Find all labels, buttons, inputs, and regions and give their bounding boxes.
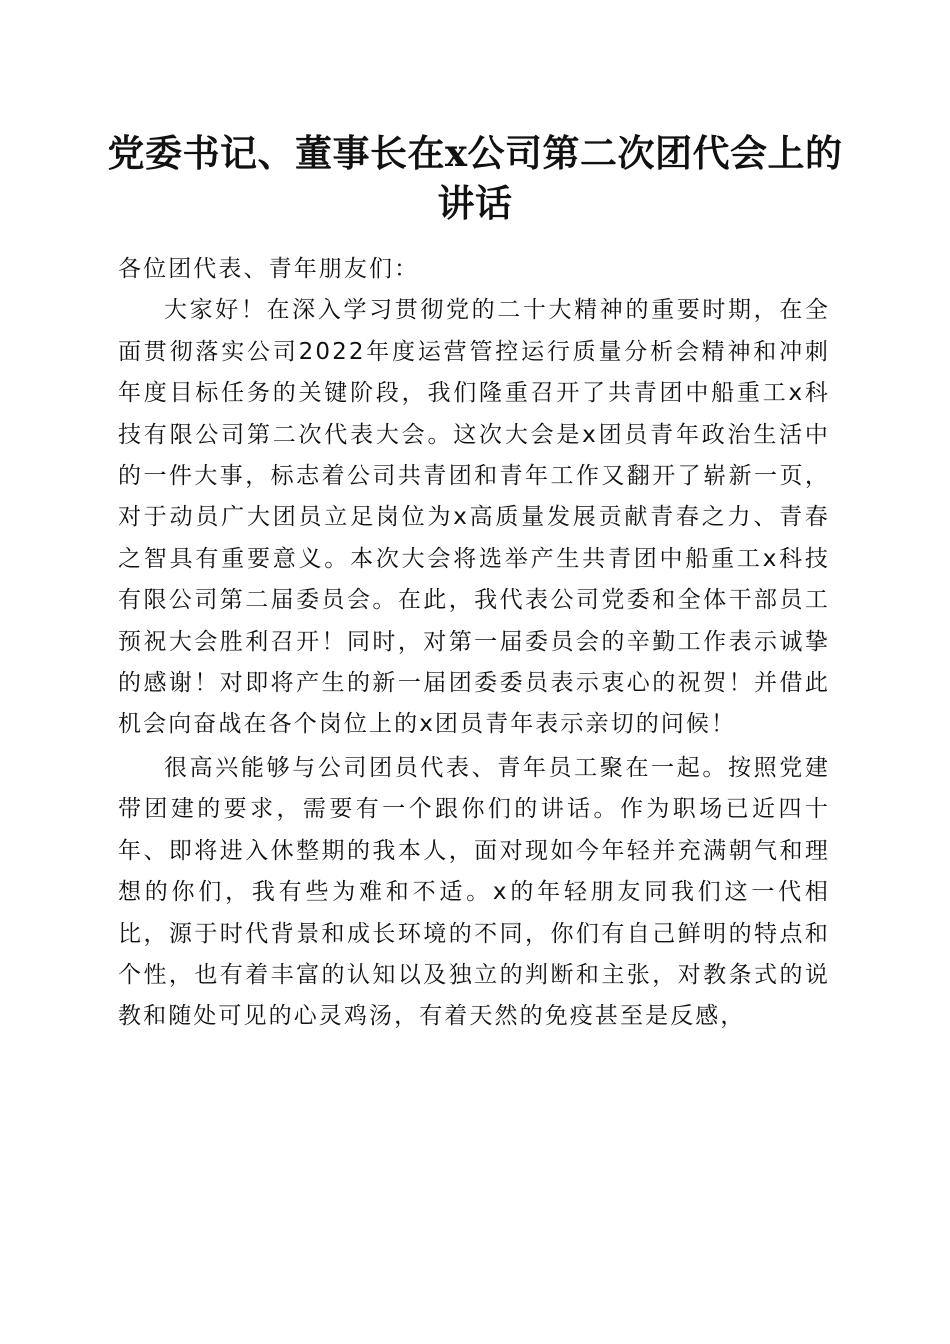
document-title: [100, 128, 850, 228]
document-body: [118, 249, 830, 1038]
salutation: 各位团代表、青年朋友们：: [118, 256, 420, 282]
title-line-2: 讲话: [437, 181, 513, 225]
paragraph-2: 很高兴能够与公司团员代表、青年员工聚在一起。按照党建带团建的要求，需要有一个跟你们的讲话。作为职场已近四十年、即将进入休整期的我本人，面对现如今年轻并充满朝气和理想的你们，我有些为难和不适。x的年轻朋友同我们这一代相比，源于时代背景和成长环境的不同，你们有自己鲜明的特点和个性，也有着丰富的认知以及独立的判断和主张，对教条式的说教和随处可见的心灵鸡汤，有着天然的免疫甚至是反感，: [118, 754, 830, 1030]
title-line-1: 党委书记、董事长在x公司第二次团代会上的: [107, 131, 843, 175]
paragraph-1: 大家好！在深入学习贯彻党的二十大精神的重要时期，在全面贯彻落实公司2022年度运营管控运行质量分析会精神和冲刺年度目标任务的关键阶段，我们隆重召开了共青团中船重工x科技有限公司第二次代表大会。这次大会是x团员青年政治生活中的一件大事，标志着公司共青团和青年工作又翻开了崭新一页，对于动员广大团员立足岗位为x高质量发展贡献青春之力、青春之智具有重要意义。本次大会将选举产生共青团中船重工x科技有限公司第二届委员会。在此，我代表公司党委和全体干部员工预祝大会胜利召开！同时，对第一届委员会的辛勤工作表示诚挚的感谢！对即将产生的新一届团委委员表示衷心的祝贺！并借此机会向奋战在各个岗位上的x团员青年表示亲切的问候！: [118, 297, 830, 738]
